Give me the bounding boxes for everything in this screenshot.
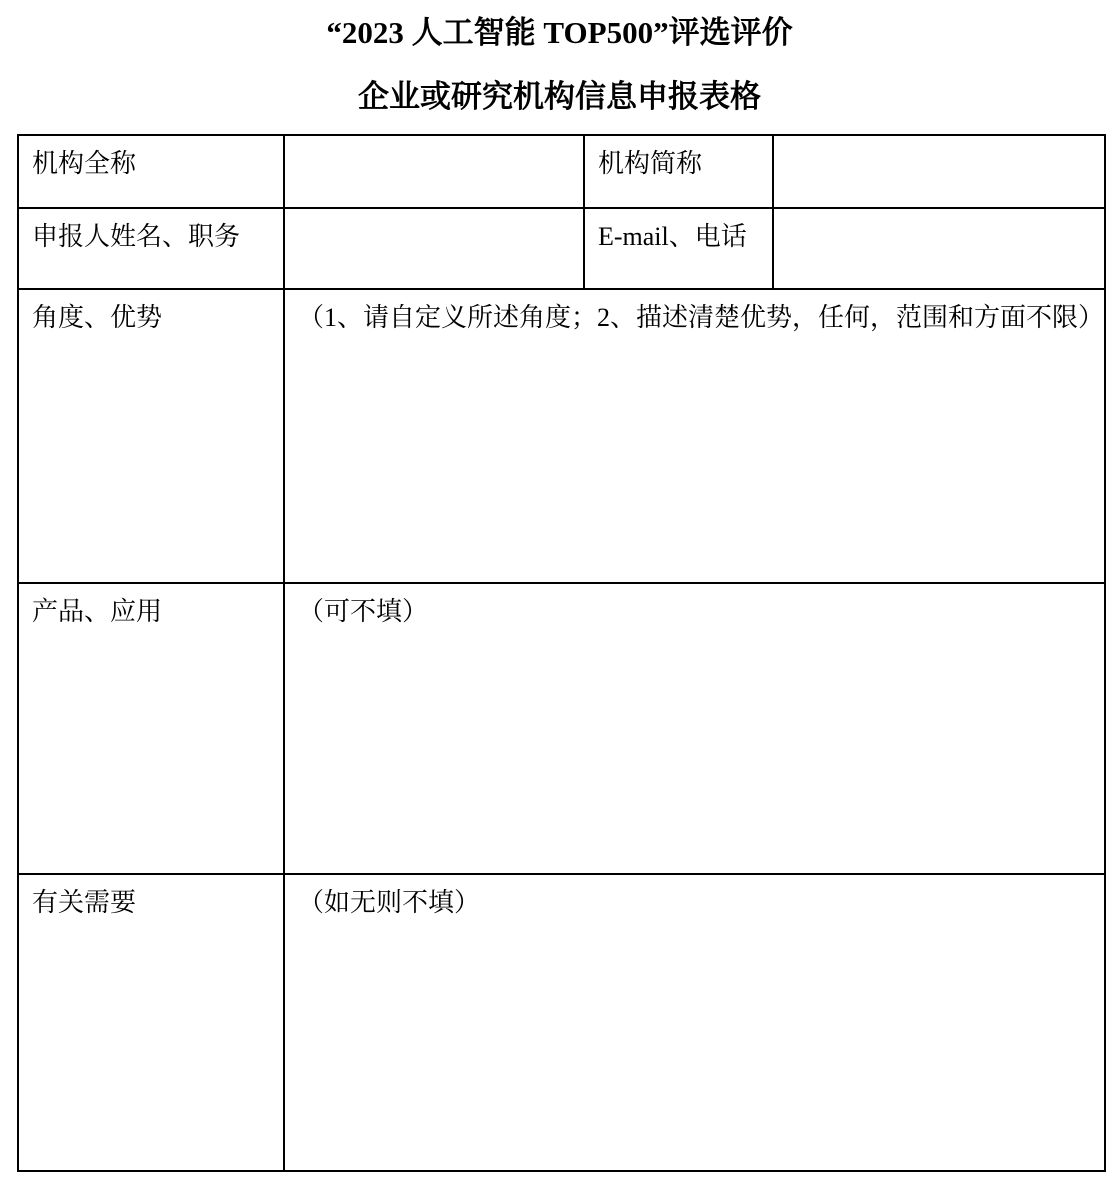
declaration-form-table bbox=[17, 134, 1106, 1172]
table-row-product-application bbox=[18, 583, 1105, 874]
product-application-input-cell[interactable]: （可不填） bbox=[284, 583, 1105, 874]
institution-full-name-label: 机构全称 bbox=[18, 135, 284, 208]
email-phone-input-cell[interactable] bbox=[773, 208, 1105, 289]
table-row-institution-name bbox=[18, 135, 1105, 208]
table-row-angle-advantage bbox=[18, 289, 1105, 583]
table-row-applicant-contact bbox=[18, 208, 1105, 289]
email-phone-label: E-mail、电话 bbox=[584, 208, 773, 289]
document-title-line1: “2023 人工智能 TOP500”评选评价 bbox=[326, 15, 793, 50]
product-application-label: 产品、应用 bbox=[18, 583, 284, 874]
angle-advantage-label: 角度、优势 bbox=[18, 289, 284, 583]
institution-short-name-input-cell[interactable] bbox=[773, 135, 1105, 208]
table-row-related-needs bbox=[18, 874, 1105, 1171]
related-needs-input-cell[interactable]: （如无则不填） bbox=[284, 874, 1105, 1171]
institution-short-name-label: 机构简称 bbox=[584, 135, 773, 208]
applicant-name-title-input-cell[interactable] bbox=[284, 208, 584, 289]
document-title-line2: 企业或研究机构信息申报表格 bbox=[358, 79, 761, 114]
angle-advantage-input-cell[interactable]: （1、请自定义所述角度；2、描述清楚优势，任何，范围和方面不限） bbox=[284, 289, 1105, 583]
institution-full-name-input-cell[interactable] bbox=[284, 135, 584, 208]
related-needs-label: 有关需要 bbox=[18, 874, 284, 1171]
applicant-name-title-label: 申报人姓名、职务 bbox=[18, 208, 284, 289]
